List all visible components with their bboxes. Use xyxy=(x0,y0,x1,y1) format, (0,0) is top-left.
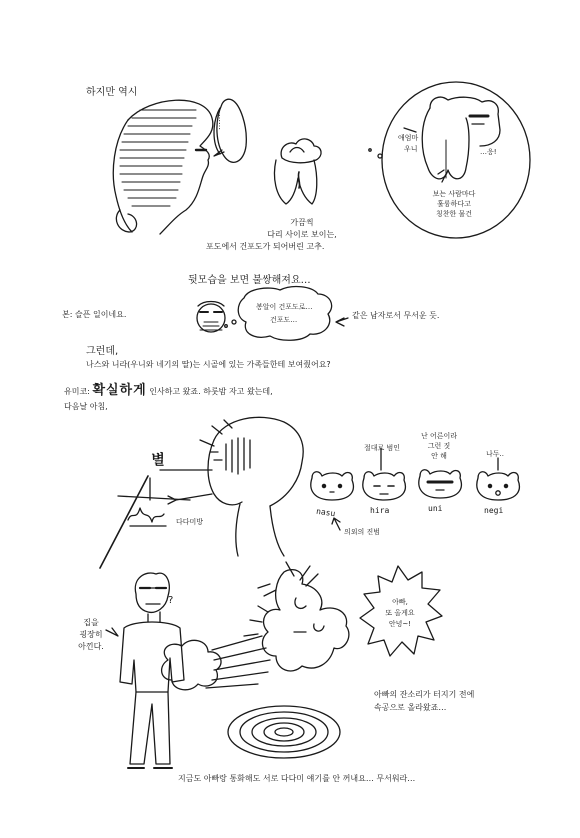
thought-dog-label-1: 애엄마 xyxy=(398,134,419,142)
dad-figure-drawing xyxy=(120,573,184,768)
mom-speech-dots: …… xyxy=(217,114,226,130)
bon-comment: 본: 슬픈 일이네요. xyxy=(62,310,127,319)
dad-side-2: 굉장히 xyxy=(79,630,103,639)
narration-line-1: 그런데, xyxy=(86,346,119,357)
dog-name-nasu: nasu xyxy=(315,506,336,519)
mom-profile-drawing xyxy=(113,100,220,234)
thought-dog-drawing xyxy=(422,97,500,182)
bon-thought-2: 건포도… xyxy=(270,316,298,324)
thought-dog-label-2: 우니 xyxy=(404,145,418,153)
hugging-dogs-drawing xyxy=(244,562,349,671)
dog-name-negi: negi xyxy=(484,506,504,515)
negi-speech: 나두.. xyxy=(486,450,504,458)
yumiko-profile-drawing xyxy=(200,417,303,556)
room-sign: 별 xyxy=(149,452,165,466)
bon-face-drawing xyxy=(197,302,225,333)
dog-face-nasu xyxy=(311,472,354,500)
dog-face-negi xyxy=(477,472,520,500)
culprit-note: 의외의 진범 xyxy=(344,528,381,536)
dog-back-caption-2: 다리 사이로 보이는, xyxy=(267,230,337,239)
dog-face-uni xyxy=(419,470,462,498)
escape-caption-1: 아빠의 잔소리가 터지기 전에 xyxy=(374,690,475,699)
uni-speech-2: 그런 짓 xyxy=(427,442,451,450)
narration-yumiko xyxy=(64,383,273,398)
escape-caption-2: 속공으로 올라왔죠… xyxy=(374,703,447,712)
dog-name-hira: hira xyxy=(370,506,390,515)
dog-back-drawing xyxy=(274,139,321,204)
narration-line-4: 다음날 아침, xyxy=(64,402,108,411)
room-sign-sub: 다다미방 xyxy=(176,518,204,526)
thought-dog-reply: …응! xyxy=(480,148,497,156)
dog-face-hira xyxy=(363,472,406,500)
dog-name-uni: uni xyxy=(428,504,443,513)
dust-cloud-drawing xyxy=(162,636,270,690)
yumiko-emphasis: 확실하게 xyxy=(92,383,147,398)
bon-thought-1: 봉알이 건포도로… xyxy=(256,303,313,311)
narration-line-2: 나스와 니라(우니와 네기의 딸)는 시골에 있는 가족들한테 보여줬어요? xyxy=(86,360,331,369)
dog-back-caption-1: 가끔씩 xyxy=(290,218,314,227)
thought-caption-1: 보는 사람마다 xyxy=(432,190,476,198)
shout-2: 또 올게요 xyxy=(385,609,415,617)
shout-3: 안녕~! xyxy=(388,620,412,628)
footer-note: 지금도 아빠랑 통화해도 서로 다다미 얘기를 안 꺼내요… 무서워라… xyxy=(178,774,416,783)
uni-speech-3: 안 해 xyxy=(431,452,447,460)
thought-caption-2: 훌륭하다고 xyxy=(437,200,471,208)
caption-back-view: 뒷모습을 보면 불쌍해져요… xyxy=(188,275,311,286)
yumiko-rest: 인사하고 왔죠. 하룻밤 자고 왔는데, xyxy=(149,387,273,396)
thought-caption-3: 칭찬한 물건 xyxy=(435,210,473,218)
side-note-same-man: 같은 남자로서 무서운 듯. xyxy=(352,311,440,320)
dad-question-mark: ? xyxy=(168,595,174,606)
dad-side-3: 아낀다. xyxy=(78,642,104,651)
uni-speech-1: 난 어른이라 xyxy=(420,432,458,440)
hira-speech: 절대로 범인 xyxy=(364,444,401,452)
spiral-drawing xyxy=(228,706,340,758)
yumiko-prefix: 유미코: xyxy=(64,387,90,396)
dog-back-caption-3: 포도에서 건포도가 되어버린 고추. xyxy=(206,242,325,251)
shout-1: 아빠, xyxy=(392,598,408,606)
dad-side-1: 집을 xyxy=(83,618,99,627)
caption-however: 하지만 역시 xyxy=(86,87,138,98)
